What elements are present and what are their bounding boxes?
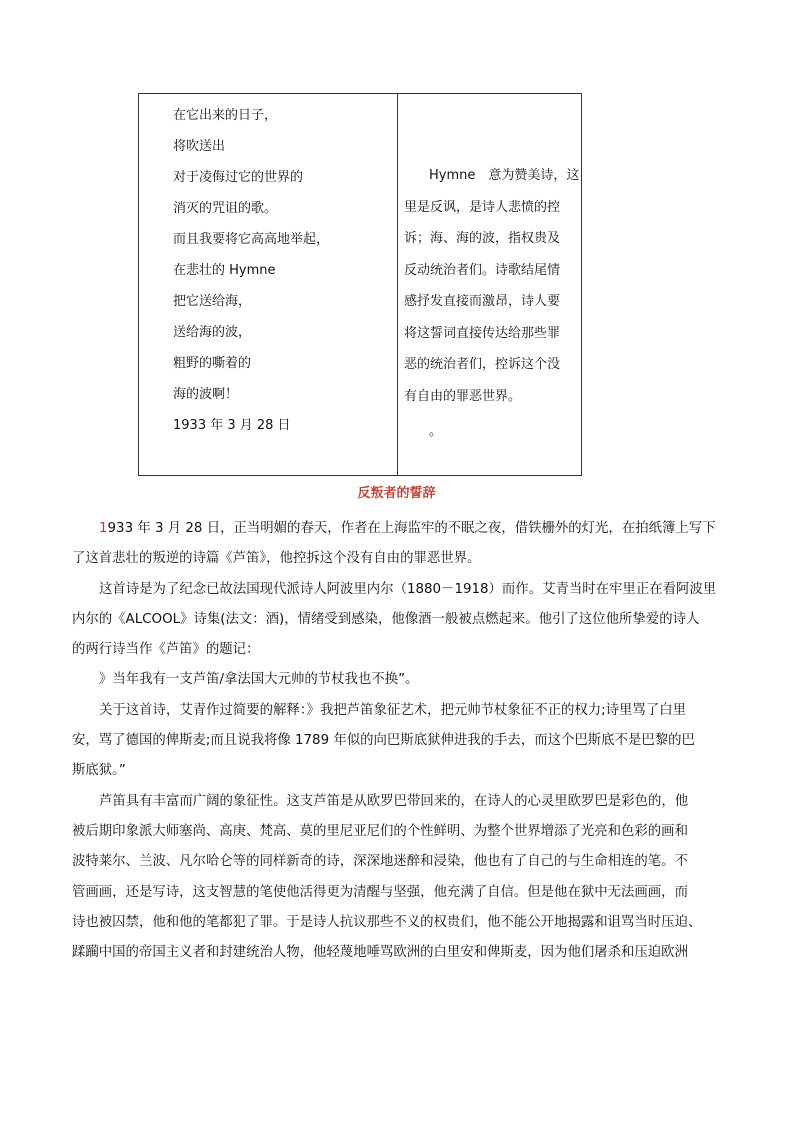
paragraph-line: 》当年我有一支芦笛/拿法国大元帅的节杖我也不换”。 [99, 672, 419, 688]
paragraph-line: 内尔的《ALCOOL》诗集(法文：酒)，情绪受到感染，他像酒一般被点燃起来。他引了这位他所挚爱的诗人 [72, 611, 700, 627]
annotation-tail: 。 [429, 424, 443, 439]
poem-line: 粗野的嘶着的 [173, 356, 252, 371]
poem-line: 在它出来的日子， [173, 108, 278, 123]
poem-line: 送给海的波， [173, 325, 252, 340]
annotation-line: 反动统治者们。诗歌结尾情 [404, 262, 561, 278]
poem-line: 将吹送出 [173, 139, 226, 154]
paragraph-line: 这首诗是为了纪念已故法国现代派诗人阿波里内尔（1880－1918）而作。艾青当时在牢里正在看阿波里 [99, 581, 717, 597]
paragraph-line: 斯底狱。” [72, 763, 126, 779]
poem-line: 把它送给海， [173, 294, 252, 309]
poem-line: 对于凌侮过它的世界的 [173, 170, 304, 185]
poem-line: 在悲壮的 Hymne [173, 263, 276, 278]
section-title: 反叛者的誓辞 [357, 486, 436, 501]
annotation-column [404, 160, 579, 412]
paragraph-line: 1933 年 3 月 28 日，正当明媚的春天，作者在上海监牢的不眠之夜，借铁栅外的灯光，在拍纸簿上写下 [99, 521, 716, 536]
paragraph-line: 被后期印象派大师塞尚、高庚、梵高、莫的里尼亚尼们的个性鲜明、为整个世界增添了光亮和色彩的画和 [72, 823, 688, 839]
annotation-line: Hymne 意为赞美诗，这 [429, 168, 580, 183]
paragraph-line: 波特莱尔、兰波、凡尔哈仑等的同样新奇的诗，深深地迷醉和浸染，他也有了自己的与生命相连的笔。不 [72, 854, 688, 870]
annotation-line: 感抒发直接而激昂，诗人要 [404, 294, 561, 309]
annotation-line: 里是反讽，是诗人悲愤的控 [404, 199, 561, 215]
article-body [72, 514, 727, 968]
poem-date: 1933 年 3 月 28 日 [173, 418, 291, 433]
poem-line: 海的波啊！ [173, 387, 239, 402]
poem-line: 消灭的咒诅的歌。 [173, 201, 278, 216]
paragraph-line: 的两行诗当作《芦笛》的题记： [72, 642, 260, 658]
poem-column [173, 100, 393, 441]
paragraph-line: 蹂躏中国的帝国主义者和封建统治人物，他轻蔑地唾骂欧洲的白里安和俾斯麦，因为他们屠杀和压迫欧洲 [72, 945, 688, 961]
annotation-line: 诉；海、海的波，指权贵及 [404, 231, 561, 246]
paragraph-line: 管画画，还是写诗，这支智慧的笔使他活得更为清醒与坚强，他充满了自信。但是他在狱中无法画画，而 [72, 884, 688, 900]
paragraph-line: 安，骂了德国的俾斯麦;而且说我将像 1789 年似的向巴斯底狱伸进我的手去，而这个巴斯底不是巴黎的巴 [72, 733, 695, 749]
annotation-line: 恶的统治者们，控诉这个没 [404, 357, 561, 372]
paragraph-line: 关于这首诗，艾青作过简要的解释：》我把芦笛象征艺术，把元帅节杖象征不正的权力;诗里骂了白里 [99, 702, 686, 718]
poem-table [138, 93, 582, 476]
annotation-line: 有自由的罪恶世界。 [404, 388, 522, 404]
annotation-line: 将这誓词直接传达给那些罪 [404, 325, 561, 341]
paragraph-line: 芦笛具有丰富而广阔的象征性。这支芦笛是从欧罗巴带回来的，在诗人的心灵里欧罗巴是彩色的，他 [99, 793, 689, 809]
table-divider [397, 94, 398, 475]
paragraph-line: 诗也被囚禁，他和他的笔都犯了罪。于是诗人抗议那些不义的权贵们，他不能公开地揭露和诅骂当时压迫、 [72, 914, 702, 930]
drop-digit: 1 [99, 521, 108, 536]
paragraph-line: 了这首悲壮的叛逆的诗篇《芦笛》，他控拆这个没有自由的罪恶世界。 [72, 551, 481, 567]
poem-line: 而且我要将它高高地举起， [173, 232, 330, 247]
